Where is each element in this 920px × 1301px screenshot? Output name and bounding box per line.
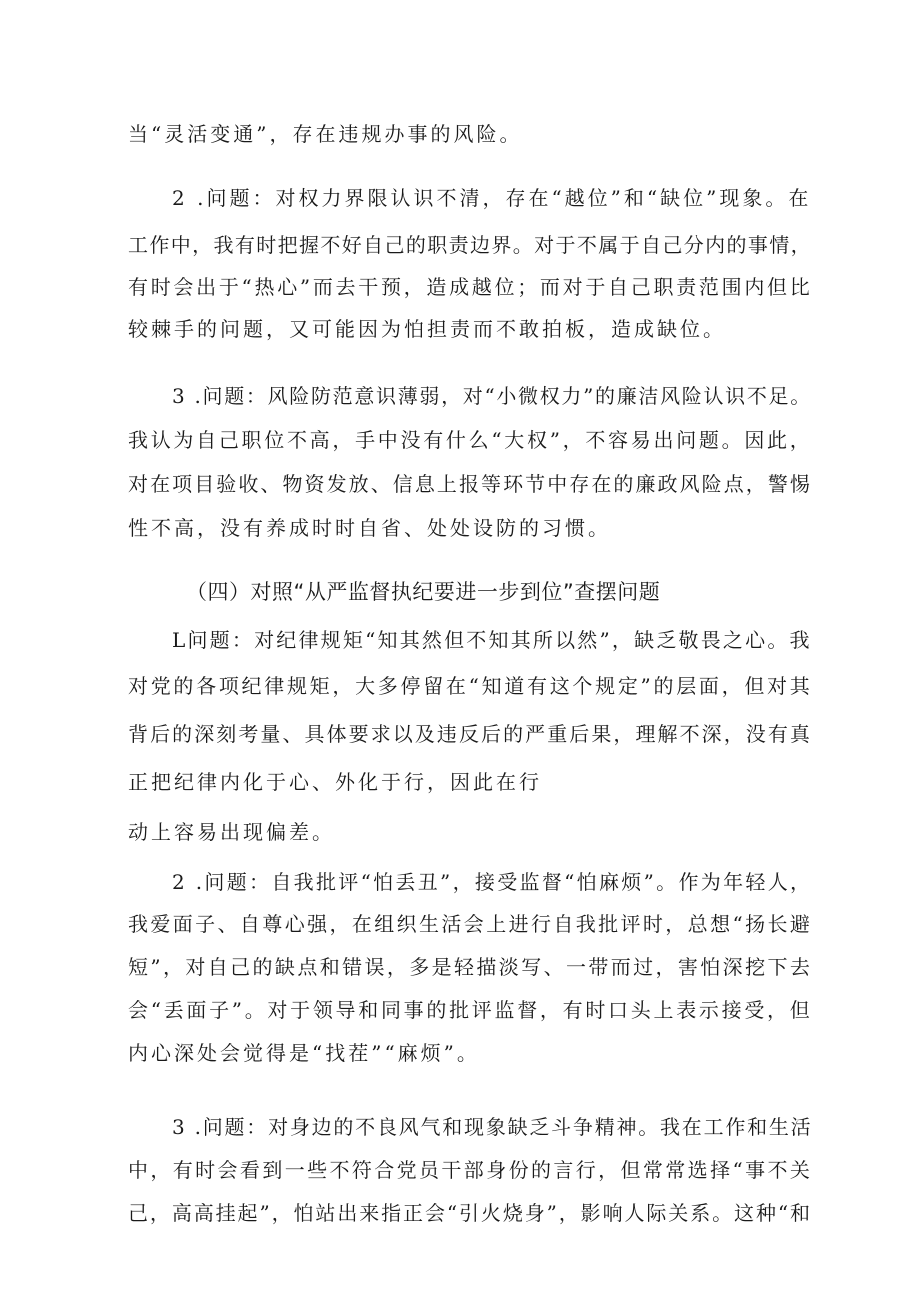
text-line-12: 背后的深刻考量、具体要求以及违反后的严重后果，理解不深，没有真 <box>128 722 812 746</box>
text-line-11: 对党的各项纪律规矩，大多停留在“知道有这个规定”的层面，但对其 <box>128 674 813 698</box>
section-heading: （四）对照“从严监督执纪要进一步到位”查摆问题 <box>186 580 661 604</box>
text-line-18: 会“丢面子”。对于领导和同事的批评监督，有时口头上表示接受，但 <box>128 998 813 1022</box>
text-line-5: 较棘手的问题，又可能因为怕担责而不敢拍板，造成缺位。 <box>128 317 726 341</box>
text-line-17: 短”，对自己的缺点和错误，多是轻描淡写、一带而过，害怕深挖下去 <box>128 955 813 979</box>
text-line-3: 工作中，我有时把握不好自己的职责边界。对于不属于自己分内的事情， <box>128 233 812 257</box>
text-line-20: 3 .问题：对身边的不良风气和现象缺乏斗争精神。我在工作和生活 <box>172 1115 813 1139</box>
text-line-8: 对在项目验收、物资发放、信息上报等环节中存在的廉政风险点，警惕 <box>128 472 812 496</box>
text-line-16: 我爱面子、自尊心强，在组织生活会上进行自我批评时，总想“扬长避 <box>128 912 813 936</box>
text-line-10: L问题：对纪律规矩“知其然但不知其所以然”，缺乏敬畏之心。我 <box>172 628 812 652</box>
text-line-6: 3 .问题：风险防范意识薄弱，对“小微权力”的廉洁风险认识不足。 <box>172 384 812 408</box>
text-line-22: 己，高高挂起”，怕站出来指正会“引火烧身”，影响人际关系。这种“和 <box>128 1201 812 1225</box>
text-line-15: 2 .问题：自我批评“怕丢丑”，接受监督“怕麻烦”。作为年轻人， <box>172 870 813 894</box>
text-line-19: 内心深处会觉得是“找茬”“麻烦”。 <box>128 1041 480 1065</box>
text-line-1: 当“灵活变通”，存在违规办事的风险。 <box>128 122 523 146</box>
text-line-9: 性不高，没有养成时时自省、处处设防的习惯。 <box>128 516 611 540</box>
text-line-2: 2 .问题：对权力界限认识不清，存在“越位”和“缺位”现象。在 <box>172 186 812 210</box>
text-line-14: 动上容易出现偏差。 <box>128 820 335 844</box>
text-line-7: 我认为自己职位不高，手中没有什么“大权”，不容易出问题。因此， <box>128 428 813 452</box>
text-line-4: 有时会出于“热心”而去干预，造成越位；而对于自己职责范围内但比 <box>128 275 813 299</box>
text-line-13: 正把纪律内化于心、外化于行，因此在行 <box>128 770 542 794</box>
text-line-21: 中，有时会看到一些不符合党员干部身份的言行，但常常选择“事不关 <box>128 1158 813 1182</box>
